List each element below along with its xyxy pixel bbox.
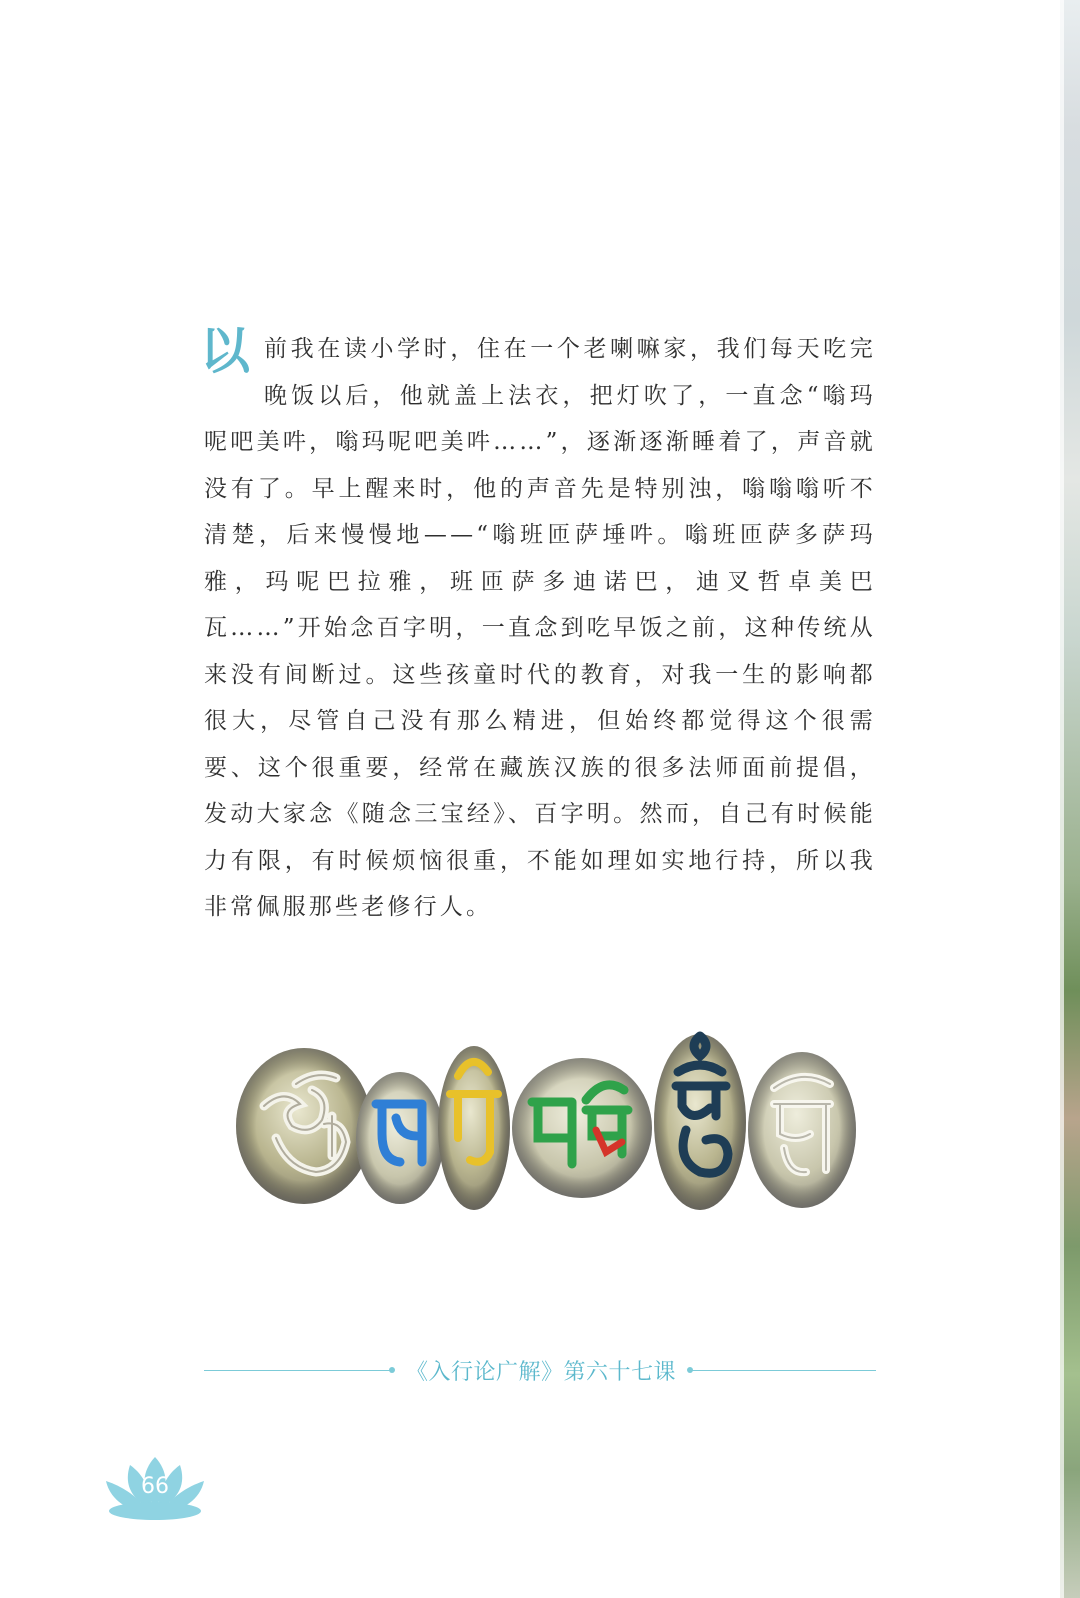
body-paragraph	[200, 322, 876, 931]
stone-hum	[748, 1052, 856, 1208]
body-text: 前我在读小学时，住在一个老喇嘛家，我们每天吃完晚饭以后，他就盖上法衣，把灯吹了，一直念“嗡玛呢吧美吽，嗡玛呢吧美吽……”，逐渐逐渐睡着了，声音就没有了。早上醒来时，他的声音先是特别浊，嗡嗡嗡听不清楚，后来慢慢地——“嗡班匝萨埵吽。嗡班匝萨多萨玛雅，玛呢巴拉雅，班匝萨多迪诺巴，迪叉哲卓美巴瓦……”开始念百字明，一直念到吃早饭之前，这种传统从来没有间断过。这些孩童时代的教育，对我一生的影响都很大，尽管自己没有那么精进，但始终都觉得这个很需要、这个很重要，经常在藏族汉族的很多法师面前提倡，发动大家念《随念三宝经》、百字明。然而，自己有时候能力有限，有时候烦恼很重，不能如理如实地行持，所以我非常佩服那些老修行人。	[204, 336, 876, 920]
stone-me	[654, 1034, 746, 1210]
stone-pad	[512, 1058, 652, 1198]
stone-ma	[356, 1072, 444, 1204]
page-edge-artwork	[1060, 0, 1080, 1598]
footer-rule-right	[690, 1370, 876, 1371]
page-number: 66	[141, 1474, 169, 1499]
footer-rule-left	[204, 1370, 392, 1371]
stone-ni	[438, 1046, 510, 1210]
stone-om	[236, 1048, 372, 1204]
mantra-stones-illustration	[236, 1018, 876, 1214]
running-title: 《入行论广解》第六十七课	[405, 1360, 676, 1385]
drop-cap: 以	[200, 322, 250, 380]
